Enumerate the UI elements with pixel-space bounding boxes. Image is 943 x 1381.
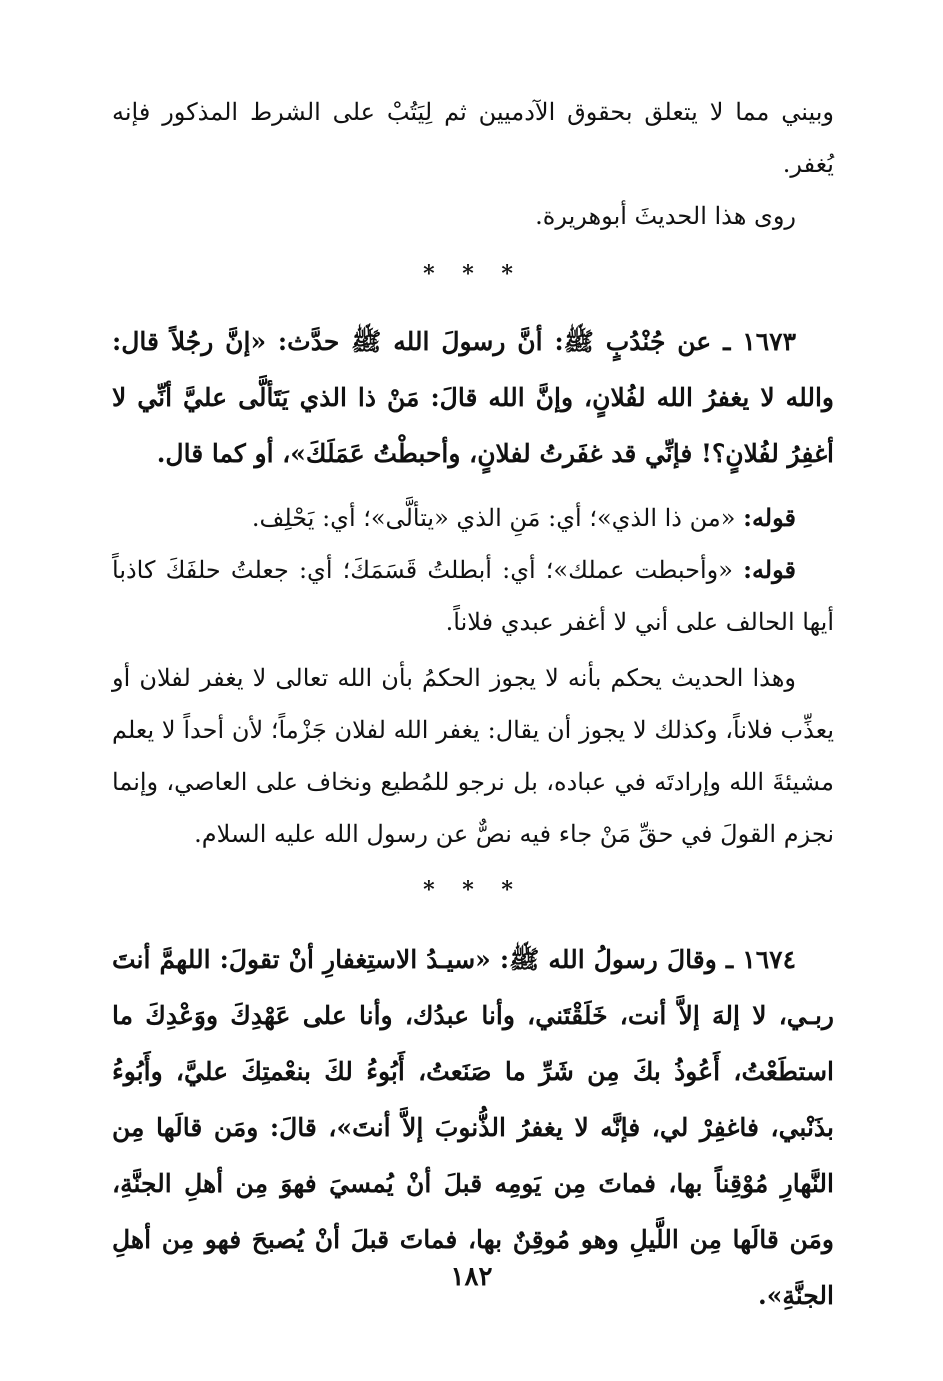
section-separator: * * * — [423, 261, 523, 287]
explanation-text: «من ذا الذي»؛ أي: مَنِ الذي «يتألَّى»؛ أي: يَحْلِف. — [251, 504, 736, 532]
hadith-1674: ١٦٧٤ ـ وقالَ رسولُ الله ﷺ: «سيـدُ الاستِغفارِ أنْ تقولَ: اللهمَّ أنتَ ربـي، لا إلهَ إلاَّ أنت، خَلَقْتَني، وأنا عبدُك، وأنا على عَهْدِكَ ووَعْدِكَ ما استطَعْتُ، أَعُوذُ بكَ مِن شَرِّ ما صَنَعتُ، أَبُوءُ لكَ بنعْمتِكَ عليَّ، وأَبُوءُ بذَنْبي، فاغفِرْ لي، فإنَّه لا يغفرُ الذُّنوبَ إلاَّ أنتَ»، قالَ: ومَن قالَها مِن النَّهارِ مُوْقِناً بها، فماتَ مِن يَومِه قبلَ أنْ يُمسيَ فهوَ مِن أهلِ الجنَّةِ، ومَن قالَها مِن اللَّيلِ وهو مُوقِنٌ بها، فماتَ قبلَ أنْ يُصبحَ فهو مِن أهلِ الجنَّةِ». — [112, 945, 834, 1310]
explanation-2 — [112, 544, 834, 648]
paragraph-narrator: روى هذا الحديثَ أبوهريرة. — [535, 202, 796, 230]
explanation-1 — [112, 492, 834, 544]
explanation-label: قوله: — [743, 555, 796, 584]
explanation-label: قوله: — [743, 503, 796, 532]
hadith-1673: ١٦٧٣ ـ عن جُنْدُبٍ ﷺ: أنَّ رسولَ الله ﷺ حدَّث: «إنَّ رجُلاً قال: والله لا يغفرُ الله لفُلانٍ، وإنَّ الله قالَ: مَنْ ذا الذي يَتَألَّى عليَّ أنِّي لا أغفِرُ لفُلانٍ؟! فإنِّي قد غفَرتُ لفلانٍ، وأحبطْتُ عَمَلَكَ»، أو كما قال. — [112, 327, 834, 468]
commentary-paragraph: وهذا الحديث يحكم بأنه لا يجوز الحكمُ بأن الله تعالى لا يغفر لفلان أو يعذِّب فلاناً، وكذلك لا يجوز أن يقال: يغفر الله لفلان جَزْماً؛ لأن أحداً لا يعلم مشيئةَ الله وإرادتَه في عباده، بل نرجو للمُطيع ونخاف على العاصي، وإنما نجزم القولَ في حقِّ مَنْ جاء فيه نصٌّ عن رسول الله عليه السلام. — [112, 664, 834, 848]
section-separator: * * * — [423, 877, 523, 903]
paragraph-continuation: وبيني مما لا يتعلق بحقوق الآدميين ثم لِيَتُبْ على الشرط المذكور فإنه يُغفر. — [112, 98, 834, 178]
page-body — [112, 86, 834, 1324]
explanation-text: «وأحبطت عملك»؛ أي: أبطلتُ قَسَمَكَ؛ أي: جعلتُ حلفَكَ كاذباً أيها الحالف على أني لا أغفر عبدي فلاناً. — [112, 556, 834, 636]
page-number: ١٨٢ — [450, 1262, 493, 1292]
